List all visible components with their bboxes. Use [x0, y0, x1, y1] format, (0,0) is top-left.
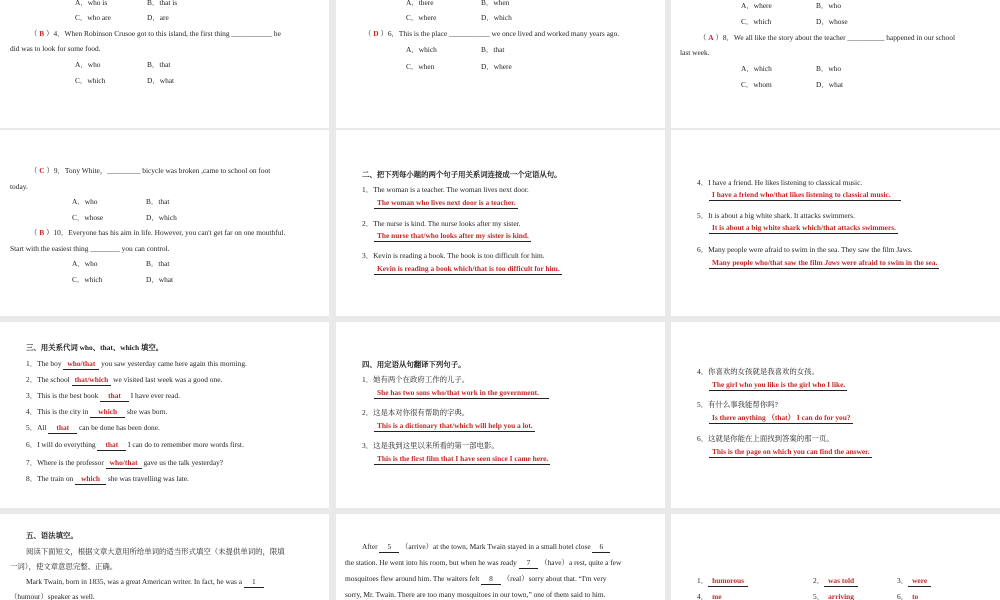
- answer-item: 5． arriving: [813, 591, 858, 600]
- answer: She has two sons who/that work in the government.: [374, 387, 549, 399]
- slide-q9-q10: [0, 130, 329, 316]
- answer-item: 6． to: [897, 591, 922, 600]
- answer-line: [709, 412, 853, 424]
- option: C．which: [75, 76, 106, 85]
- answer-line: [709, 379, 847, 391]
- option: D．are: [147, 13, 169, 22]
- section-title: 三、用关系代词 who、that、which 填空。: [26, 343, 164, 352]
- blank: 7: [519, 557, 539, 569]
- fill-item: 6．I will do everything that I can do to remember more words first.: [26, 440, 244, 449]
- question-10-cont: Start with the easiest thing ________ you can control.: [10, 244, 170, 253]
- blank: 5: [379, 541, 399, 553]
- question-4-cont: did was to look for some food.: [10, 44, 101, 53]
- slide-q6: [336, 0, 665, 128]
- section-title: 五、语法填空。: [26, 531, 78, 540]
- question-8: （ A ）8．We all like the story about the teacher __________ happened in our school: [699, 33, 955, 42]
- question: 1．The woman is a teacher. The woman lives next door.: [362, 185, 529, 194]
- question: 5．有什么事我能帮你吗?: [697, 400, 778, 409]
- question: 1．她有两个在政府工作的儿子。: [362, 375, 470, 384]
- question: 6．这就是你能在上面找到答案的那一页。: [697, 434, 834, 443]
- answer-line: [709, 222, 898, 234]
- answer: The girl who you like is the girl who I like.: [709, 379, 847, 391]
- fill-item: 4．This is the city in which she was born.: [26, 407, 168, 416]
- option: D．what: [816, 80, 844, 89]
- fill-item: 7．Where is the professor who/that gave us the talk yesterday?: [26, 458, 224, 467]
- answer: that: [100, 390, 129, 402]
- option: D．where: [481, 62, 512, 71]
- section-title: 四、用定语从句翻译下列句子。: [362, 360, 466, 369]
- question-8-cont: last week.: [680, 48, 710, 57]
- slide-fill-relative: [0, 322, 329, 508]
- option: D．whose: [816, 17, 848, 26]
- passage-line: After 5 （arrive）at the town, Mark Twain stayed in a small hotel close 6: [362, 541, 610, 553]
- question: 3．Kevin is reading a book. The book is too difficult for him.: [362, 251, 545, 260]
- blank: 1: [244, 576, 264, 588]
- answer: who/that: [63, 358, 99, 370]
- option: C．whom: [741, 80, 772, 89]
- option: B．that: [147, 60, 171, 69]
- fill-item: 5．All that can be done has been done.: [26, 423, 160, 432]
- answer-line: [374, 453, 550, 465]
- passage-line: （humour）speaker as well.: [10, 592, 95, 600]
- slide-grammar-intro: [0, 514, 329, 600]
- answer-line: [709, 257, 939, 269]
- answer-line: [374, 230, 531, 242]
- option: D．what: [147, 76, 175, 85]
- answer: that: [48, 422, 77, 434]
- question-4: （ B ）4．When Robinson Crusoe got to this island, the first thing ___________ he: [30, 29, 281, 38]
- answer-item: 4． me: [697, 591, 726, 600]
- option: B．that is: [147, 0, 178, 7]
- option: C．where: [406, 13, 437, 22]
- fill-item: 8．The train on which she was travelling was late.: [26, 474, 189, 483]
- question: 5．It is about a big white shark. It attacks swimmers.: [697, 211, 855, 220]
- answer: This is the first film that I have seen since I came here.: [374, 453, 550, 465]
- question-9-cont: today.: [10, 182, 28, 191]
- passage-line: sorry, Mr. Twain. There are too many mosquitoes in our town,” one of them said to him.: [345, 590, 606, 599]
- option: B．that: [146, 259, 170, 268]
- passage-line: mosquitoes flew around him. The waiters felt 8 （real）sorry about that. “I'm very: [345, 574, 607, 583]
- option: A．which: [406, 45, 437, 54]
- answer: me: [708, 591, 725, 600]
- option: B．who: [816, 64, 842, 73]
- question: 4．I have a friend. He likes listening to classical music.: [697, 178, 863, 187]
- option: D．which: [146, 213, 177, 222]
- answer: It is about a big white shark which/that attacks swimmers.: [709, 222, 898, 234]
- answer-line: [374, 387, 549, 399]
- question: 6．Many people were afraid to swim in the sea. They saw the film Jaws.: [697, 245, 913, 254]
- instruction: 阅读下面短文，根据文章大意用所给单词的适当形式填空（未提供单词的，限填: [26, 547, 285, 556]
- option: B．when: [481, 0, 510, 7]
- option: C．who are: [75, 13, 111, 22]
- option: D．which: [481, 13, 512, 22]
- answer-line: [374, 197, 518, 209]
- fill-item: 2．The school that/which we visited last week was a good one.: [26, 375, 223, 384]
- answer: humorous: [708, 575, 748, 587]
- option: C．when: [406, 62, 435, 71]
- slide-translate-4-6: [671, 322, 1000, 508]
- option: B．that: [146, 197, 170, 206]
- option: B．that: [481, 45, 505, 54]
- slide-translate-1-3: [336, 322, 665, 508]
- answer: which: [75, 473, 106, 485]
- answer-line: [709, 189, 901, 201]
- slide-grammar-passage: [336, 514, 665, 600]
- question-10: （ B ）10．Everyone has his aim in life. However, you can't get far on one mouthful.: [30, 228, 286, 237]
- answer: which: [90, 406, 125, 418]
- blank: 8: [481, 573, 501, 585]
- answer-item: 3． were: [897, 575, 931, 587]
- option: C．which: [72, 275, 103, 284]
- answer-letter: B: [39, 228, 45, 237]
- question: 4．你喜欢的女孩就是我喜欢的女孩。: [697, 367, 819, 376]
- question-9: （ C ）9．Tony White，_________ bicycle was broken ,came to school on foot: [30, 166, 271, 175]
- answer-letter: D: [373, 29, 379, 38]
- option: A．who: [72, 259, 98, 268]
- slide-grammar-answers: [671, 514, 1000, 600]
- fill-item: 1．The boy who/that you saw yesterday came here again this morning.: [26, 359, 247, 368]
- slide-q8: [671, 0, 1000, 128]
- answer-letter: B: [39, 29, 45, 38]
- option: C．whose: [72, 213, 104, 222]
- answer-letter: C: [39, 166, 45, 175]
- option: A．who: [72, 197, 98, 206]
- answer-line: [374, 420, 535, 432]
- answer: Kevin is reading a book which/that is too difficult for him.: [374, 263, 562, 275]
- instruction: 一词），使文章意思完整、正确。: [10, 562, 118, 571]
- passage-line: Mark Twain, born in 1835, was a great American writer. In fact, he was a 1: [26, 576, 264, 588]
- option: A．where: [741, 1, 772, 10]
- answer: The woman who lives next door is a teacher.: [374, 197, 518, 209]
- question: 2．The nurse is kind. The nurse looks after my sister.: [362, 219, 521, 228]
- answer: This is a dictionary that/which will help you a lot.: [374, 420, 535, 432]
- answer-item: 1． humorous: [697, 575, 748, 587]
- slide-combine-4-6: [671, 130, 1000, 316]
- question: 2．这是本对你很有帮助的字典。: [362, 408, 470, 417]
- passage-line: the station. He went into his room, but when he was ready 7 （have）a rest, quite a few: [345, 558, 622, 567]
- section-title: 二、把下列每小题的两个句子用关系词连接成一个定语从句。: [362, 170, 562, 179]
- option: B．who: [816, 1, 842, 10]
- question-6: （ D ）6．This is the place ___________ we once lived and worked many years ago.: [364, 29, 620, 38]
- slide-q4: [0, 0, 329, 128]
- answer: arriving: [824, 591, 858, 600]
- answer: that/which: [72, 374, 112, 386]
- option: D．what: [146, 275, 174, 284]
- answer: This is the page on which you can find the answer.: [709, 446, 872, 458]
- answer: I have a friend who/that likes listening to classical music.: [709, 189, 901, 201]
- answer: Many people who/that saw the film Jaws were afraid to swim in the sea.: [709, 257, 939, 269]
- slide-combine-1-3: [336, 130, 665, 316]
- option: A．there: [406, 0, 434, 7]
- answer: who/that: [106, 457, 142, 469]
- answer: was told: [824, 575, 858, 587]
- option: A．which: [741, 64, 772, 73]
- answer-line: [709, 446, 872, 458]
- question: 3．这是我到这里以来所看的第一部电影。: [362, 441, 499, 450]
- answer-line: [374, 263, 562, 275]
- option: A．who: [75, 60, 101, 69]
- fill-item: 3．This is the best book that I have ever read.: [26, 391, 180, 400]
- answer-item: 2． was told: [813, 575, 858, 587]
- option: C．which: [741, 17, 772, 26]
- blank: 6: [592, 541, 610, 553]
- option: A．who is: [75, 0, 108, 7]
- answer: to: [908, 591, 922, 600]
- answer: were: [908, 575, 931, 587]
- answer-letter: A: [708, 33, 714, 42]
- answer: Is there anything （that） I can do for you?: [709, 412, 853, 424]
- answer: that: [97, 439, 126, 451]
- answer: The nurse that/who looks after my sister is kind.: [374, 230, 531, 242]
